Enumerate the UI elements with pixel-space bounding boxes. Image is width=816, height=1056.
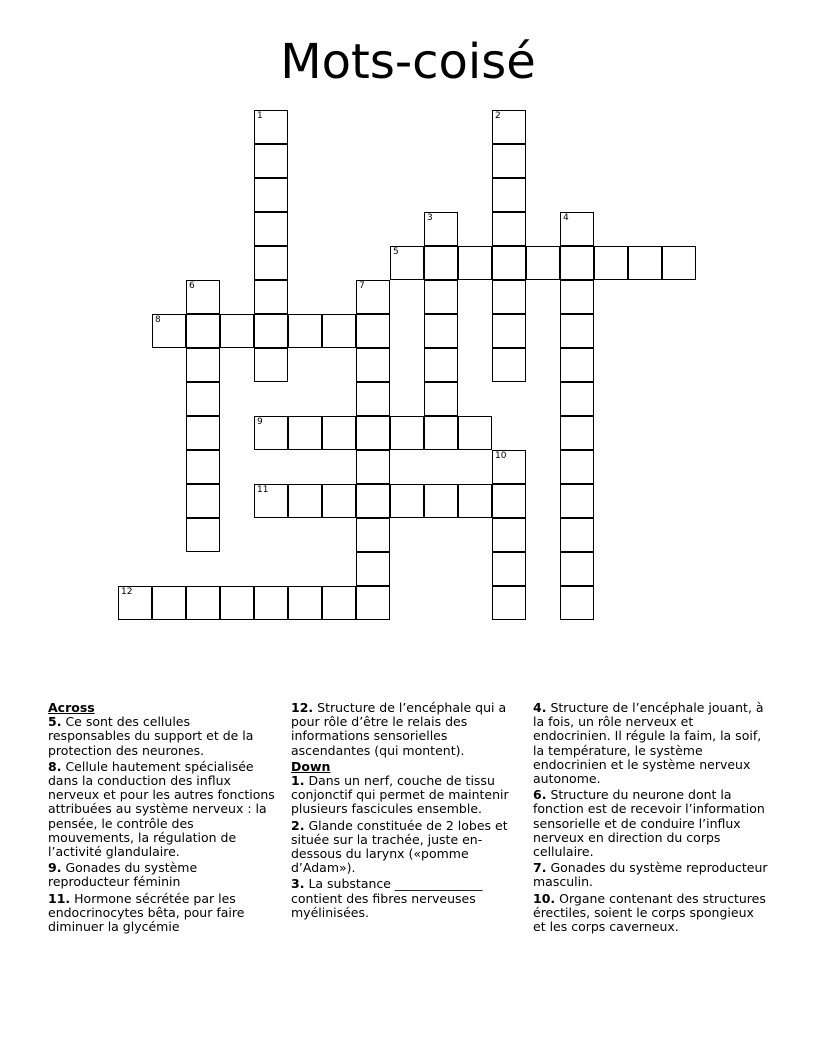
grid-cell[interactable] — [560, 314, 594, 348]
page-title: Mots-coisé — [280, 34, 536, 90]
grid-cell[interactable] — [356, 382, 390, 416]
grid-cell[interactable] — [254, 314, 288, 348]
grid-cell[interactable] — [424, 484, 458, 518]
clue-number: 8 — [155, 315, 161, 325]
grid-cell[interactable] — [356, 518, 390, 552]
grid-cell[interactable] — [254, 110, 288, 144]
grid-cell[interactable] — [492, 314, 526, 348]
grid-cell[interactable] — [356, 552, 390, 586]
grid-cell[interactable] — [560, 212, 594, 246]
clue-number: 11 — [257, 485, 269, 495]
grid-cell[interactable] — [322, 586, 356, 620]
grid-cell[interactable] — [492, 144, 526, 178]
grid-cell[interactable] — [254, 348, 288, 382]
clue-down-1: 1. Dans un nerf, couche de tissu conjonctif qui permet de maintenir plusieurs fascicules ensemble. — [291, 773, 509, 817]
grid-cell[interactable] — [560, 416, 594, 450]
clues-column-2 — [291, 701, 523, 922]
grid-cell[interactable] — [186, 348, 220, 382]
grid-cell[interactable] — [356, 416, 390, 450]
grid-cell[interactable] — [560, 348, 594, 382]
clue-across-12: 12. Structure de l’encéphale qui a pour rôle d’être le relais des informations sensorielles ascendantes (qui montent). — [291, 700, 507, 758]
clue-number: 12 — [121, 587, 133, 597]
grid-cell[interactable] — [424, 280, 458, 314]
clue-down-7: 7. Gonades du système reproducteur masculin. — [533, 860, 768, 890]
grid-cell[interactable] — [492, 484, 526, 518]
grid-cell[interactable] — [628, 246, 662, 280]
grid-cell[interactable] — [424, 382, 458, 416]
grid-cell[interactable] — [492, 450, 526, 484]
grid-cell[interactable] — [254, 416, 288, 450]
grid-cell[interactable] — [560, 280, 594, 314]
clue-number: 6 — [189, 281, 195, 291]
clues-column-3 — [533, 701, 769, 936]
clue-number: 9 — [257, 417, 263, 427]
grid-cell[interactable] — [356, 586, 390, 620]
grid-cell[interactable] — [560, 450, 594, 484]
clue-across-11: 11. Hormone sécrétée par les endocrinocytes bêta, pour faire diminuer la glycémie — [48, 890, 245, 935]
grid-cell[interactable] — [492, 586, 526, 620]
grid-cell[interactable] — [254, 586, 288, 620]
grid-cell[interactable] — [424, 348, 458, 382]
grid-cell[interactable] — [254, 144, 288, 178]
clue-down-4: 4. Structure de l’encéphale jouant, à la fois, un rôle nerveux et endocrinien. Il régule la faim, la soif, la température, le système endocrinien et le système nerveux autonome. — [533, 700, 764, 787]
grid-cell[interactable] — [152, 314, 186, 348]
grid-cell[interactable] — [152, 586, 186, 620]
grid-cell[interactable] — [288, 484, 322, 518]
grid-cell[interactable] — [492, 178, 526, 212]
grid-cell[interactable] — [186, 382, 220, 416]
grid-cell[interactable] — [492, 280, 526, 314]
grid-cell[interactable] — [186, 314, 220, 348]
clue-number: 10 — [495, 451, 507, 461]
grid-cell[interactable] — [254, 280, 288, 314]
clue-number: 1 — [257, 111, 263, 121]
clue-down-10: 10. Organe contenant des structures érectiles, soient le corps spongieux et les corps caverneux. — [533, 890, 766, 935]
grid-cell[interactable] — [594, 246, 628, 280]
grid-cell[interactable] — [254, 246, 288, 280]
grid-cell[interactable] — [662, 246, 696, 280]
down-heading: Down — [291, 758, 331, 774]
grid-cell[interactable] — [220, 314, 254, 348]
grid-cell[interactable] — [220, 586, 254, 620]
grid-cell[interactable] — [322, 416, 356, 450]
clue-across-8: 8. Cellule hautement spécialisée dans la conduction des influx nerveux et pour les autres fonctions attribuées au système nerveux : la pensée, le contrôle des mouvements, la régulation de l’activité glandulaire. — [48, 758, 275, 860]
clue-down-2: 2. Glande constituée de 2 lobes et située sur la trachée, juste en-dessous du larynx («pomme d’Adam»). — [291, 817, 508, 876]
clue-number: 2 — [495, 111, 501, 121]
grid-cell[interactable] — [254, 484, 288, 518]
grid-cell[interactable] — [526, 246, 560, 280]
grid-cell[interactable] — [356, 348, 390, 382]
grid-cell[interactable] — [356, 484, 390, 518]
grid-cell[interactable] — [186, 586, 220, 620]
grid-cell[interactable] — [288, 314, 322, 348]
grid-cell[interactable] — [186, 416, 220, 450]
clue-number: 4 — [563, 213, 569, 223]
grid-cell[interactable] — [492, 110, 526, 144]
grid-cell[interactable] — [424, 246, 458, 280]
grid-cell[interactable] — [492, 518, 526, 552]
grid-cell[interactable] — [492, 246, 526, 280]
grid-cell[interactable] — [322, 314, 356, 348]
grid-cell[interactable] — [186, 518, 220, 552]
grid-cell[interactable] — [390, 246, 424, 280]
grid-cell[interactable] — [390, 416, 424, 450]
grid-cell[interactable] — [560, 586, 594, 620]
grid-cell[interactable] — [356, 280, 390, 314]
clue-number: 7 — [359, 281, 365, 291]
clue-number: 5 — [393, 247, 399, 257]
clue-across-9: 9. Gonades du système reproducteur féminin — [48, 860, 198, 890]
clue-down-6: 6. Structure du neurone dont la fonction est de recevoir l’information sensorielle et de conduire l’influx nerveux en direction du corps cellulaire. — [533, 787, 765, 860]
grid-cell[interactable] — [492, 552, 526, 586]
grid-cell[interactable] — [560, 552, 594, 586]
grid-cell[interactable] — [186, 280, 220, 314]
grid-cell[interactable] — [254, 178, 288, 212]
grid-cell[interactable] — [560, 518, 594, 552]
grid-cell[interactable] — [560, 246, 594, 280]
grid-cell[interactable] — [288, 416, 322, 450]
grid-cell[interactable] — [118, 586, 152, 620]
clue-down-3: 3. La substance ______________ contient des fibres nerveuses myélinisées. — [291, 876, 483, 920]
grid-cell[interactable] — [186, 484, 220, 518]
grid-cell[interactable] — [492, 348, 526, 382]
grid-cell[interactable] — [458, 484, 492, 518]
grid-cell[interactable] — [458, 246, 492, 280]
grid-cell[interactable] — [424, 416, 458, 450]
clues-column-1 — [48, 701, 276, 936]
grid-cell[interactable] — [560, 382, 594, 416]
grid-cell[interactable] — [288, 586, 322, 620]
grid-cell[interactable] — [254, 212, 288, 246]
grid-cell[interactable] — [390, 484, 424, 518]
clue-across-5: 5. Ce sont des cellules responsables du support et de la protection des neurones. — [48, 714, 254, 758]
grid-cell[interactable] — [322, 484, 356, 518]
grid-cell[interactable] — [356, 314, 390, 348]
grid-cell[interactable] — [424, 212, 458, 246]
grid-cell[interactable] — [492, 212, 526, 246]
grid-cell[interactable] — [560, 484, 594, 518]
grid-cell[interactable] — [356, 450, 390, 484]
across-heading: Across — [48, 700, 95, 715]
grid-cell[interactable] — [186, 450, 220, 484]
clue-number: 3 — [427, 213, 433, 223]
grid-cell[interactable] — [424, 314, 458, 348]
grid-cell[interactable] — [458, 416, 492, 450]
